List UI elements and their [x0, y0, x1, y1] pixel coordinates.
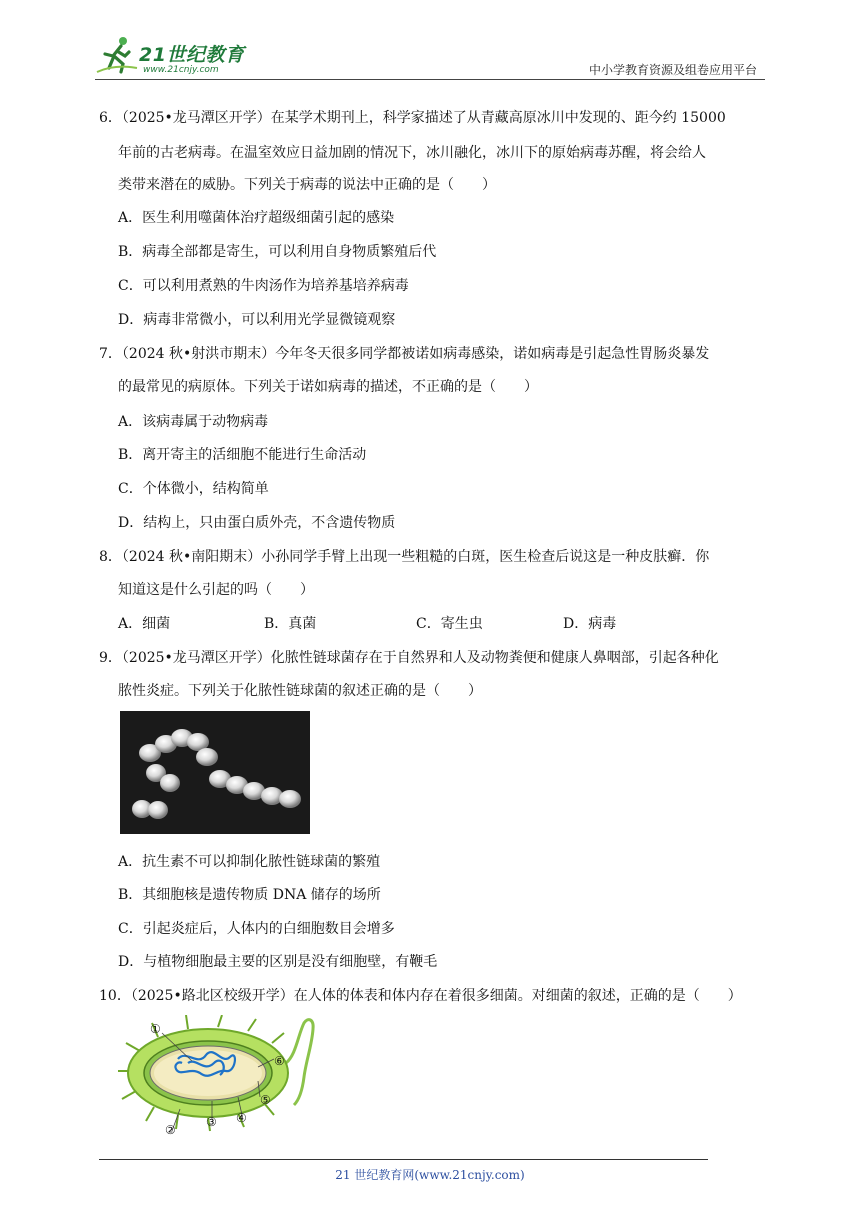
- diagram-label-1: ①: [150, 1022, 161, 1036]
- question-text: 年前的古老病毒。在温室效应日益加剧的情况下，冰川融化，冰川下的原始病毒苏醒，将会给人: [118, 145, 706, 161]
- streptococcus-micrograph: [120, 711, 310, 834]
- option-c: C．引起炎症后，人体内的白细胞数目会增多: [118, 921, 395, 937]
- option-d: D．结构上，只由蛋白质外壳，不含遗传物质: [118, 515, 396, 531]
- option-a: A．医生利用噬菌体治疗超级细菌引起的感染: [118, 210, 395, 226]
- option-c: C．可以利用煮熟的牛肉汤作为培养基培养病毒: [118, 278, 409, 294]
- question-text: 9．（2025•龙马潭区开学）化脓性链球菌存在于自然界和人及动物粪便和健康人鼻咽部，引起各种化: [99, 650, 719, 666]
- question-text: 7．（2024 秋•射洪市期末）今年冬天很多同学都被诺如病毒感染，诺如病毒是引起急性胃肠炎暴发: [99, 346, 710, 362]
- option-b: B．病毒全部都是寄生，可以利用自身物质繁殖后代: [118, 244, 437, 260]
- option-a: A．该病毒属于动物病毒: [118, 414, 269, 430]
- question-text: 脓性炎症。下列关于化脓性链球菌的叙述正确的是（ ）: [118, 683, 482, 699]
- option-b: B．真菌: [264, 616, 317, 632]
- option-a: A．抗生素不可以抑制化脓性链球菌的繁殖: [118, 854, 381, 870]
- option-c: C．寄生虫: [416, 616, 483, 632]
- diagram-label-4: ④: [236, 1111, 247, 1125]
- diagram-label-3: ③: [206, 1115, 217, 1129]
- option-d: D．与植物细胞最主要的区别是没有细胞壁，有鞭毛: [118, 954, 438, 970]
- page-header: [95, 30, 765, 80]
- option-b: B．离开寄主的活细胞不能进行生命活动: [118, 447, 367, 463]
- question-text: 6．（2025•龙马潭区开学）在某学术期刊上，科学家描述了从青藏高原冰川中发现的、距今约 15000: [99, 110, 726, 126]
- diagram-label-6: ⑥: [274, 1054, 285, 1068]
- brand-name: 21世纪教育: [139, 44, 245, 66]
- logo: [95, 34, 265, 78]
- footer-text: 21 世纪教育网(www.21cnjy.com): [335, 1168, 525, 1182]
- header-divider: [95, 79, 765, 80]
- platform-title: 中小学教育资源及组卷应用平台: [588, 63, 757, 77]
- option-b: B．其细胞核是遗传物质 DNA 储存的场所: [118, 887, 381, 903]
- question-text: 类带来潜在的威胁。下列关于病毒的说法中正确的是（ ）: [118, 177, 496, 193]
- diagram-label-2: ②: [165, 1123, 176, 1137]
- question-text: 知道这是什么引起的吗（ ）: [118, 582, 314, 598]
- runner-logo-icon: [95, 34, 139, 74]
- option-d: D．病毒非常微小，可以利用光学显微镜观察: [118, 312, 396, 328]
- question-text: 8．（2024 秋•南阳期末）小孙同学手臂上出现一些粗糙的白斑，医生检查后说这是一种皮肤癣．你: [99, 549, 710, 565]
- footer-divider: [99, 1159, 708, 1160]
- option-d: D．病毒: [563, 616, 617, 632]
- question-text: 的最常见的病原体。下列关于诺如病毒的描述，不正确的是（ ）: [118, 379, 538, 395]
- option-c: C．个体微小，结构简单: [118, 481, 269, 497]
- brand-url: www.21cnjy.com: [143, 65, 219, 75]
- question-text: 10．（2025•路北区校级开学）在人体的体表和体内存在着很多细菌。对细菌的叙述，正确的是（ ）: [99, 988, 742, 1004]
- option-a: A．细菌: [118, 616, 171, 632]
- diagram-label-5: ⑤: [260, 1093, 271, 1107]
